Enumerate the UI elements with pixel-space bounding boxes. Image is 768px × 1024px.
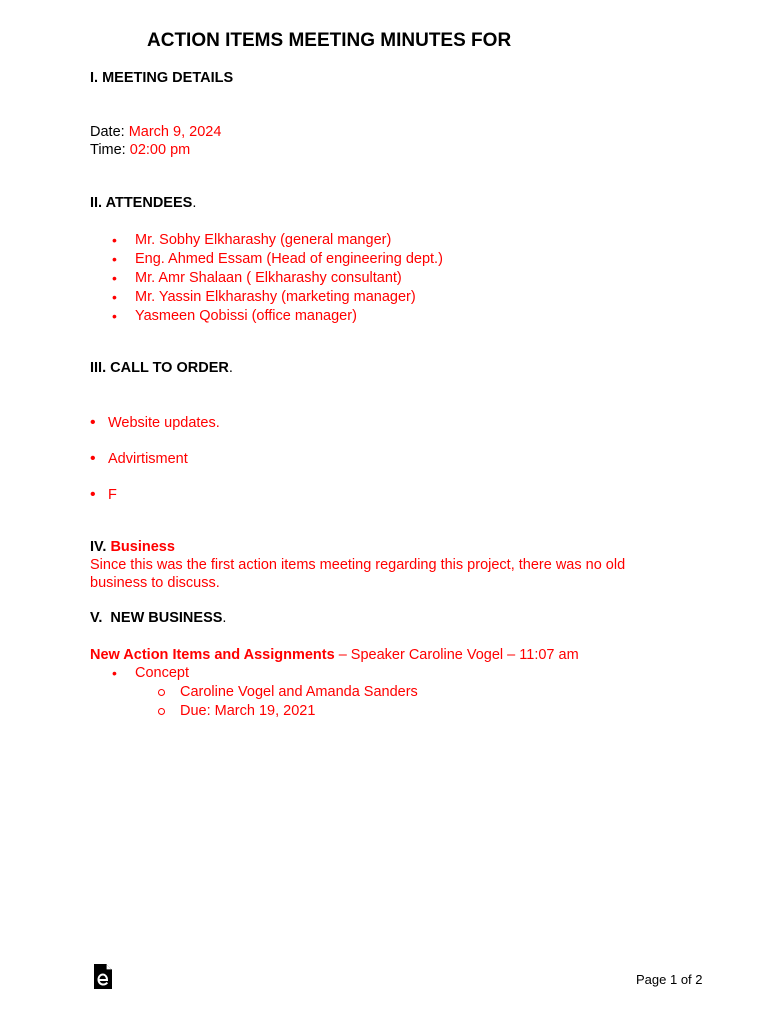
action-items-speaker: – Speaker Caroline Vogel – 11:07 am [334, 647, 579, 663]
time-label: Time: [90, 142, 126, 158]
business-text-line: business to discuss. [90, 575, 220, 591]
agenda-item: F [108, 487, 117, 503]
circle-bullet-icon [158, 708, 165, 715]
business-text-line: Since this was the first action items meeting regarding this project, there was no old [90, 557, 626, 573]
bullet-icon: • [90, 450, 96, 467]
attendee-item: Mr. Yassin Elkharashy (marketing manager) [135, 289, 416, 305]
bullet-icon: • [112, 251, 117, 267]
action-subitem: Due: March 19, 2021 [180, 703, 316, 719]
agenda-item: Website updates. [108, 415, 220, 431]
action-item: Concept [135, 665, 190, 681]
call-to-order-heading-text: III. CALL TO ORDER [90, 360, 229, 376]
page-number: Page 1 of 2 [636, 972, 703, 987]
action-items-line [90, 647, 579, 663]
document-e-logo-icon [94, 964, 112, 989]
attendees-heading-period: . [192, 195, 197, 211]
business-heading-word: Business [110, 539, 175, 555]
action-subitem: Caroline Vogel and Amanda Sanders [180, 684, 418, 700]
meeting-details-heading: I. MEETING DETAILS [90, 70, 234, 86]
business-heading-number: IV. [90, 539, 107, 555]
call-to-order-heading-period: . [228, 360, 233, 376]
attendees-heading [90, 195, 196, 211]
circle-bullet-icon [158, 689, 165, 696]
attendees-heading-text: II. ATTENDEES [90, 195, 193, 211]
bullet-icon: • [90, 414, 96, 431]
attendee-item: Mr. Amr Shalaan ( Elkharashy consultant) [135, 270, 402, 286]
call-to-order-heading [90, 360, 233, 376]
agenda-item: Advirtisment [108, 451, 188, 467]
attendee-item: Eng. Ahmed Essam (Head of engineering dept.) [135, 251, 443, 267]
new-business-heading [90, 610, 226, 626]
date-label: Date: [90, 124, 125, 140]
bullet-icon: • [112, 289, 117, 305]
document-title: ACTION ITEMS MEETING MINUTES FOR [147, 30, 512, 51]
date-value: March 9, 2024 [128, 124, 222, 140]
bullet-icon: • [112, 232, 117, 248]
attendee-item: Yasmeen Qobissi (office manager) [135, 308, 357, 324]
time-line [90, 142, 190, 158]
bullet-icon: • [90, 486, 96, 503]
bullet-icon: • [112, 665, 117, 681]
business-heading [90, 539, 175, 555]
bullet-icon: • [112, 308, 117, 324]
bullet-icon: • [112, 270, 117, 286]
date-line [90, 124, 221, 140]
time-value: 02:00 pm [129, 142, 191, 158]
new-business-heading-period: . [222, 610, 227, 626]
action-items-label: New Action Items and Assignments [90, 647, 335, 663]
new-business-heading-text: V. NEW BUSINESS [90, 610, 223, 626]
attendee-item: Mr. Sobhy Elkharashy (general manger) [135, 232, 392, 248]
